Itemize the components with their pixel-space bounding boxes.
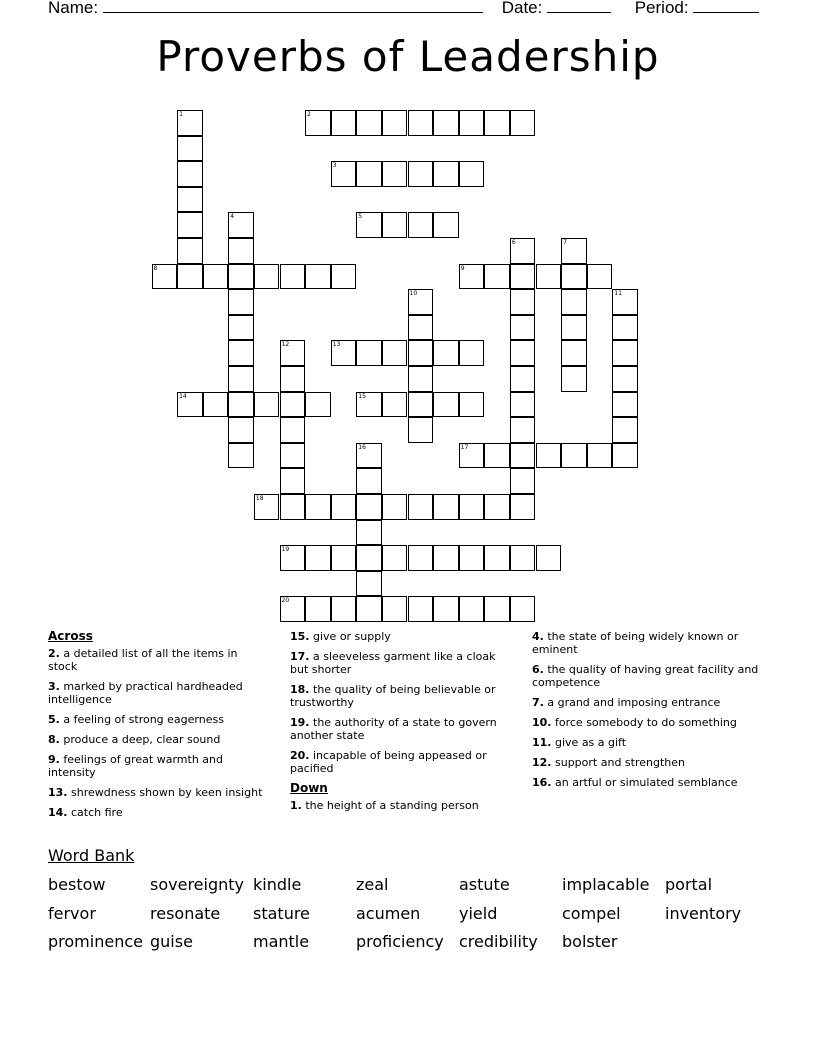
grid-cell[interactable] xyxy=(280,443,306,469)
clue-number: 2 xyxy=(307,111,311,118)
grid-cell[interactable] xyxy=(356,340,382,366)
grid-cell[interactable] xyxy=(331,494,357,520)
grid-cell[interactable] xyxy=(459,340,485,366)
word-bank-item: guise xyxy=(150,932,193,951)
grid-cell[interactable] xyxy=(459,110,485,136)
grid-cell[interactable] xyxy=(536,264,562,290)
clue-down-7: 7. a grand and imposing entrance xyxy=(532,696,721,709)
word-bank-item: implacable xyxy=(562,875,650,894)
clue-number: 20 xyxy=(281,597,290,605)
clue-number: 17 xyxy=(460,443,469,451)
grid-cell[interactable] xyxy=(305,494,331,520)
grid-cell[interactable] xyxy=(228,392,254,418)
grid-cell[interactable] xyxy=(612,289,638,315)
grid-cell[interactable] xyxy=(484,443,510,469)
word-bank-item: portal xyxy=(665,875,713,894)
grid-cell[interactable] xyxy=(510,110,536,136)
word-bank-item: prominence xyxy=(48,932,143,951)
grid-cell[interactable] xyxy=(331,161,357,187)
grid-cell[interactable] xyxy=(203,264,229,290)
grid-cell[interactable] xyxy=(177,187,203,213)
grid-cell[interactable] xyxy=(228,315,254,341)
grid-cell[interactable] xyxy=(561,238,587,264)
clue-down-6: 6. the quality of having great facility and competence xyxy=(532,663,759,689)
grid-cell[interactable] xyxy=(433,340,459,366)
grid-cell[interactable] xyxy=(612,315,638,341)
grid-cell[interactable] xyxy=(484,596,510,622)
grid-cell[interactable] xyxy=(510,494,536,520)
page-title: Proverbs of Leadership xyxy=(156,32,660,81)
grid-cell[interactable] xyxy=(356,110,382,136)
grid-cell[interactable] xyxy=(408,110,434,136)
grid-cell[interactable] xyxy=(280,494,306,520)
grid-cell[interactable] xyxy=(433,494,459,520)
grid-cell[interactable] xyxy=(280,264,306,290)
word-bank-item: compel xyxy=(562,904,621,923)
clue-across-9: 9. feelings of great warmth and intensity xyxy=(48,753,223,779)
grid-cell[interactable] xyxy=(254,264,280,290)
grid-cell[interactable] xyxy=(536,545,562,571)
grid-cell[interactable] xyxy=(382,212,408,238)
word-bank-item: bolster xyxy=(562,932,618,951)
grid-cell[interactable] xyxy=(561,264,587,290)
clues-column-1 xyxy=(48,630,270,826)
clue-across-14: 14. catch fire xyxy=(48,806,123,819)
grid-cell[interactable] xyxy=(177,110,203,136)
grid-cell[interactable] xyxy=(382,494,408,520)
grid-cell[interactable] xyxy=(484,110,510,136)
clue-number: 18 xyxy=(255,495,264,502)
grid-cell[interactable] xyxy=(356,545,382,571)
word-bank-item: resonate xyxy=(150,904,221,923)
grid-cell[interactable] xyxy=(228,443,254,469)
clue-across-2: 2. a detailed list of all the items in stock xyxy=(48,647,238,673)
grid-cell[interactable] xyxy=(382,340,408,366)
word-bank-item: yield xyxy=(459,904,498,923)
grid-cell[interactable] xyxy=(459,596,485,622)
clues-column-2 xyxy=(290,630,512,819)
grid-cell[interactable] xyxy=(408,212,434,238)
clue-number: 9 xyxy=(460,264,465,272)
grid-cell[interactable] xyxy=(228,417,254,443)
clue-number: 3 xyxy=(332,162,337,170)
grid-cell[interactable] xyxy=(408,315,434,341)
word-bank-item: fervor xyxy=(48,904,96,923)
grid-cell[interactable] xyxy=(484,264,510,290)
grid-cell[interactable] xyxy=(356,212,382,238)
grid-cell[interactable] xyxy=(510,340,536,366)
grid-cell[interactable] xyxy=(587,264,613,290)
word-bank-heading: Word Bank xyxy=(48,846,135,865)
grid-cell[interactable] xyxy=(510,596,536,622)
clue-across-15: 15. give or supply xyxy=(290,630,391,643)
grid-cell[interactable] xyxy=(331,545,357,571)
grid-cell[interactable] xyxy=(177,212,203,238)
grid-cell[interactable] xyxy=(203,392,229,418)
grid-cell[interactable] xyxy=(280,468,306,494)
clue-across-8: 8. produce a deep, clear sound xyxy=(48,733,221,746)
grid-cell[interactable] xyxy=(536,443,562,469)
grid-cell[interactable] xyxy=(510,417,536,443)
grid-cell[interactable] xyxy=(510,238,536,264)
grid-cell[interactable] xyxy=(459,494,485,520)
grid-cell[interactable] xyxy=(612,392,638,418)
clue-number: 19 xyxy=(281,546,290,554)
grid-cell[interactable] xyxy=(612,443,638,469)
grid-cell[interactable] xyxy=(152,264,178,290)
grid-cell[interactable] xyxy=(177,392,203,418)
grid-cell[interactable] xyxy=(356,596,382,622)
clue-number: 4 xyxy=(230,213,235,221)
grid-cell[interactable] xyxy=(280,596,306,622)
clue-number: 6 xyxy=(511,239,516,246)
grid-cell[interactable] xyxy=(254,494,280,520)
clue-down-10: 10. force somebody to do something xyxy=(532,716,737,729)
grid-cell[interactable] xyxy=(228,238,254,264)
grid-cell[interactable] xyxy=(510,264,536,290)
grid-cell[interactable] xyxy=(510,392,536,418)
grid-cell[interactable] xyxy=(228,212,254,238)
grid-cell[interactable] xyxy=(382,392,408,418)
across-heading: Across xyxy=(48,629,93,643)
clue-down-4: 4. the state of being widely known or eminent xyxy=(532,630,739,656)
grid-cell[interactable] xyxy=(356,494,382,520)
grid-cell[interactable] xyxy=(331,596,357,622)
grid-cell[interactable] xyxy=(561,443,587,469)
word-bank-item: zeal xyxy=(356,875,389,894)
word-bank-item: proficiency xyxy=(356,932,444,951)
clue-down-16: 16. an artful or simulated semblance xyxy=(532,776,738,789)
grid-cell[interactable] xyxy=(484,545,510,571)
clue-number: 15 xyxy=(358,392,366,400)
grid-cell[interactable] xyxy=(382,545,408,571)
grid-cell[interactable] xyxy=(433,161,459,187)
clue-across-3: 3. marked by practical hardheaded intelligence xyxy=(48,680,243,706)
word-bank-item: credibility xyxy=(459,932,538,951)
grid-cell[interactable] xyxy=(612,417,638,443)
grid-cell[interactable] xyxy=(408,545,434,571)
word-bank-item: bestow xyxy=(48,875,106,894)
grid-cell[interactable] xyxy=(177,238,203,264)
grid-cell[interactable] xyxy=(228,366,254,392)
clue-number: 13 xyxy=(332,341,341,349)
clue-down-11: 11. give as a gift xyxy=(532,736,627,749)
clue-number: 1 xyxy=(179,111,183,118)
word-bank-item: stature xyxy=(253,904,310,923)
grid-cell[interactable] xyxy=(177,264,203,290)
name-label: Name: xyxy=(48,0,99,17)
grid-cell[interactable] xyxy=(510,366,536,392)
clue-down-1: 1. the height of a standing person xyxy=(290,799,479,812)
grid-cell[interactable] xyxy=(459,545,485,571)
grid-cell[interactable] xyxy=(280,340,306,366)
clues-column-3 xyxy=(532,630,762,796)
grid-cell[interactable] xyxy=(561,340,587,366)
clue-down-12: 12. support and strengthen xyxy=(532,756,685,769)
grid-cell[interactable] xyxy=(305,264,331,290)
clue-number: 8 xyxy=(153,264,158,272)
grid-cell[interactable] xyxy=(408,340,434,366)
clue-number: 16 xyxy=(358,443,366,451)
clue-number: 14 xyxy=(179,392,187,400)
grid-cell[interactable] xyxy=(408,366,434,392)
grid-cell[interactable] xyxy=(433,110,459,136)
grid-cell[interactable] xyxy=(408,161,434,187)
clue-across-20: 20. incapable of being appeased or pacified xyxy=(290,749,487,775)
grid-cell[interactable] xyxy=(561,366,587,392)
clue-across-5: 5. a feeling of strong eagerness xyxy=(48,713,224,726)
word-bank-item: astute xyxy=(459,875,510,894)
grid-cell[interactable] xyxy=(408,289,434,315)
grid-cell[interactable] xyxy=(331,110,357,136)
clue-number: 11 xyxy=(614,290,622,298)
grid-cell[interactable] xyxy=(459,392,485,418)
grid-cell[interactable] xyxy=(228,340,254,366)
grid-cell[interactable] xyxy=(280,545,306,571)
grid-cell[interactable] xyxy=(331,340,357,366)
grid-cell[interactable] xyxy=(356,443,382,469)
grid-cell[interactable] xyxy=(510,315,536,341)
grid-cell[interactable] xyxy=(356,392,382,418)
clue-across-19: 19. the authority of a state to govern another state xyxy=(290,716,497,742)
grid-cell[interactable] xyxy=(382,110,408,136)
grid-cell[interactable] xyxy=(408,392,434,418)
grid-cell[interactable] xyxy=(561,315,587,341)
grid-cell[interactable] xyxy=(408,417,434,443)
grid-cell[interactable] xyxy=(612,340,638,366)
grid-cell[interactable] xyxy=(433,596,459,622)
grid-cell[interactable] xyxy=(510,443,536,469)
grid-cell[interactable] xyxy=(382,161,408,187)
grid-cell[interactable] xyxy=(280,417,306,443)
grid-cell[interactable] xyxy=(305,392,331,418)
grid-cell[interactable] xyxy=(331,264,357,290)
grid-cell[interactable] xyxy=(356,161,382,187)
date-label: Date: xyxy=(501,0,543,17)
grid-cell[interactable] xyxy=(510,545,536,571)
grid-cell[interactable] xyxy=(433,545,459,571)
grid-cell[interactable] xyxy=(433,212,459,238)
grid-cell[interactable] xyxy=(587,443,613,469)
word-bank-item: sovereignty xyxy=(150,875,244,894)
grid-cell[interactable] xyxy=(305,545,331,571)
grid-cell[interactable] xyxy=(280,366,306,392)
grid-cell[interactable] xyxy=(612,366,638,392)
word-bank-item: inventory xyxy=(665,904,742,923)
grid-cell[interactable] xyxy=(408,596,434,622)
clue-number: 7 xyxy=(563,239,567,246)
grid-cell[interactable] xyxy=(510,289,536,315)
grid-cell[interactable] xyxy=(484,494,510,520)
grid-cell[interactable] xyxy=(459,264,485,290)
word-bank-item: kindle xyxy=(253,875,302,894)
grid-cell[interactable] xyxy=(356,468,382,494)
grid-cell[interactable] xyxy=(356,571,382,597)
grid-cell[interactable] xyxy=(280,392,306,418)
grid-cell[interactable] xyxy=(382,596,408,622)
down-heading: Down xyxy=(290,781,328,795)
clue-across-17: 17. a sleeveless garment like a cloak but shorter xyxy=(290,650,496,676)
word-bank-item: acumen xyxy=(356,904,421,923)
clue-across-18: 18. the quality of being believable or trustworthy xyxy=(290,683,496,709)
grid-cell[interactable] xyxy=(561,289,587,315)
grid-cell[interactable] xyxy=(177,161,203,187)
grid-cell[interactable] xyxy=(459,443,485,469)
clue-across-13: 13. shrewdness shown by keen insight xyxy=(48,786,263,799)
grid-cell[interactable] xyxy=(408,494,434,520)
grid-cell[interactable] xyxy=(433,392,459,418)
grid-cell[interactable] xyxy=(459,161,485,187)
grid-cell[interactable] xyxy=(305,110,331,136)
word-bank-item: mantle xyxy=(253,932,310,951)
period-label: Period: xyxy=(634,0,689,17)
grid-cell[interactable] xyxy=(254,392,280,418)
clue-number: 12 xyxy=(281,341,290,349)
grid-cell[interactable] xyxy=(510,468,536,494)
clue-number: 5 xyxy=(358,213,363,221)
grid-cell[interactable] xyxy=(177,136,203,162)
grid-cell[interactable] xyxy=(228,289,254,315)
clue-number: 10 xyxy=(409,290,418,298)
grid-cell[interactable] xyxy=(228,264,254,290)
grid-cell[interactable] xyxy=(305,596,331,622)
grid-cell[interactable] xyxy=(356,520,382,546)
